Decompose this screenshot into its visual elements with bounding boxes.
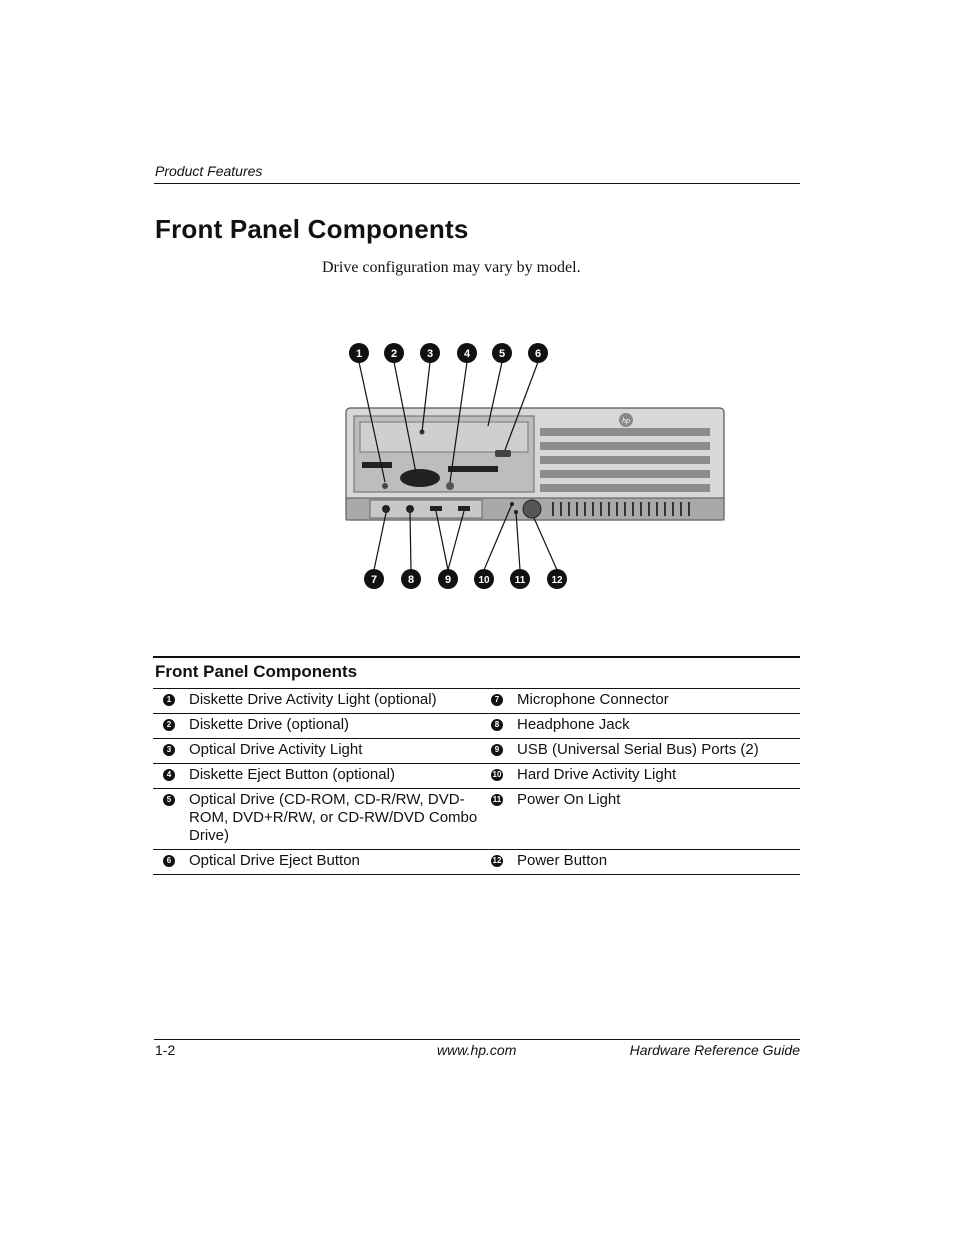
usb-port-1 <box>430 506 442 511</box>
item-description: Microphone Connector <box>517 691 669 708</box>
callout-12: 12 <box>551 575 563 586</box>
callout-2: 2 <box>390 348 398 360</box>
item-description: Diskette Drive Activity Light (optional) <box>189 691 437 708</box>
optical-drive <box>360 422 528 452</box>
callout-3: 3 <box>426 348 434 360</box>
footer-url: www.hp.com <box>437 1042 517 1058</box>
footer-rule <box>154 1039 800 1040</box>
power-button <box>523 500 541 518</box>
callout-6: 6 <box>534 348 542 360</box>
item-description: Hard Drive Activity Light <box>517 766 677 783</box>
item-description: Power Button <box>517 852 608 869</box>
front-panel-illustration <box>340 336 730 596</box>
item-number: 12 <box>492 855 502 865</box>
item-number: 10 <box>492 769 502 779</box>
page-title: Front Panel Components <box>155 214 469 244</box>
footer-guide-title: Hardware Reference Guide <box>629 1042 800 1058</box>
callout-5: 5 <box>498 348 506 360</box>
diskette-slot-right <box>448 466 498 472</box>
item-description: USB (Universal Serial Bus) Ports (2) <box>517 741 759 758</box>
components-grid <box>153 688 800 875</box>
callout-4: 4 <box>463 348 471 360</box>
callout-9: 9 <box>444 574 452 586</box>
item-description: Diskette Drive (optional) <box>189 716 350 733</box>
page-number: 1-2 <box>155 1042 176 1058</box>
diskette-drive <box>400 469 440 487</box>
headphone-jack <box>406 505 414 513</box>
item-number: 4 <box>153 764 189 789</box>
bottom-callouts <box>364 569 567 589</box>
callout-7: 7 <box>370 574 378 586</box>
item-number: 7 <box>485 689 517 714</box>
diskette-slot <box>362 462 392 468</box>
item-number: 1 <box>153 689 189 714</box>
callout-1: 1 <box>355 348 363 360</box>
item-description: Headphone Jack <box>517 716 630 733</box>
item-number: 6 <box>153 850 189 875</box>
computer-front-svg <box>340 336 730 596</box>
item-description: Optical Drive (CD-ROM, CD-R/RW, DVD-ROM, DVD+R/RW, or CD-RW/DVD Combo Drive) <box>189 791 478 844</box>
table-row <box>153 789 800 850</box>
table-row <box>153 689 800 714</box>
item-description: Power On Light <box>517 791 621 808</box>
header-rule <box>154 183 800 184</box>
table-row <box>153 739 800 764</box>
table-row <box>153 714 800 739</box>
callout-10: 10 <box>478 575 490 586</box>
item-number: 5 <box>153 789 189 850</box>
diskette-eject-button <box>446 482 454 490</box>
item-number: 11 <box>492 794 502 804</box>
item-description: Diskette Eject Button (optional) <box>189 766 395 783</box>
top-callouts <box>349 343 548 363</box>
item-description: Optical Drive Activity Light <box>189 741 363 758</box>
item-number: 9 <box>485 739 517 764</box>
diskette-activity-light <box>382 483 388 489</box>
table-row <box>153 764 800 789</box>
callout-8: 8 <box>407 574 415 586</box>
callout-11: 11 <box>514 575 526 586</box>
table-title: Front Panel Components <box>155 662 358 681</box>
usb-port-2 <box>458 506 470 511</box>
running-header: Product Features <box>155 163 263 179</box>
item-description: Optical Drive Eject Button <box>189 852 360 869</box>
item-number: 2 <box>153 714 189 739</box>
mic-connector <box>382 505 390 513</box>
item-number: 3 <box>153 739 189 764</box>
table-row <box>153 850 800 875</box>
optical-eject-button <box>495 450 511 457</box>
intro-text: Drive configuration may vary by model. <box>322 259 581 276</box>
logo-text: hp <box>622 418 630 425</box>
components-table <box>153 656 800 875</box>
item-number: 8 <box>485 714 517 739</box>
